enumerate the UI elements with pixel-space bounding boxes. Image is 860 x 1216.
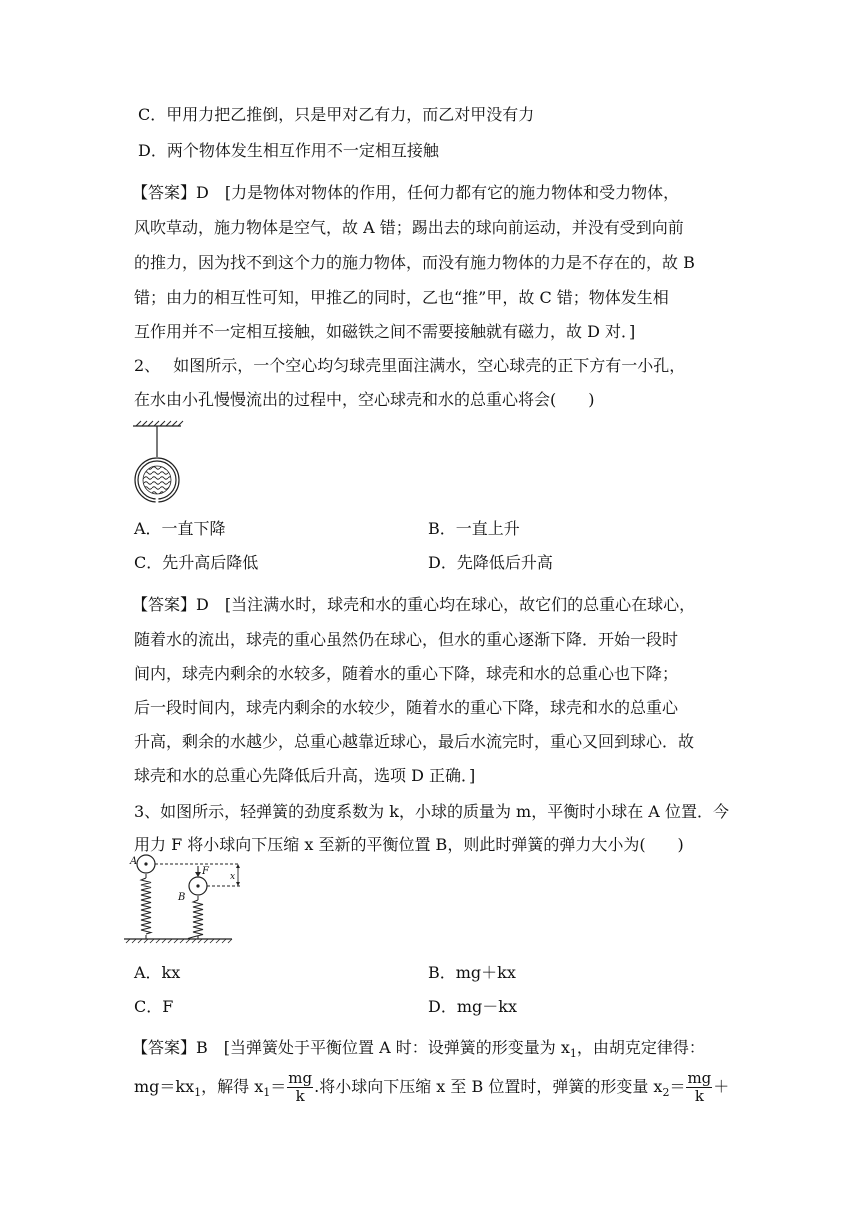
fraction-mg-over-k-2: $\frac{mg}{k}$ [687, 1069, 712, 1105]
q3-answer-line-1: 【答案】B [当弹簧处于平衡位置 A 时：设弹簧的形变量为 $x_1$，由胡克定律得： [132, 1038, 705, 1061]
q3-stem-line-1: 3、如图所示，轻弹簧的劲度系数为 k，小球的质量为 m，平衡时小球在 A 位置．今 [134, 802, 729, 821]
q3-option-d: D．mg－kx [428, 997, 517, 1016]
q1-option-d: D．两个物体发生相互作用不一定相互接触 [138, 141, 439, 160]
q2-stem-line-1: 2、 如图所示，一个空心均匀球壳里面注满水，空心球壳的正下方有一小孔， [134, 356, 686, 375]
q2-answer-line-2: 随着水的流出，球壳的重心虽然仍在球心，但水的重心逐渐下降．开始一段时 [134, 630, 679, 649]
q2-option-d: D．先降低后升高 [428, 553, 553, 572]
q3-answer-line-2: $mg=kx_1$，解得 $x_1=$ $\frac{mg}{k}$ .将小球向下压缩 x 至 B 位置时，弹簧的形变量 $x_2=$ $\frac{mg}{k}$ ＋ [134, 1069, 730, 1105]
q2-answer-line-1: 【答案】D [当注满水时，球壳和水的重心均在球心，故它们的总重心在球心， [132, 595, 696, 614]
q3-option-a: A．kx [134, 963, 181, 982]
q1-option-c: C．甲用力把乙推倒，只是甲对乙有力，而乙对甲没有力 [138, 105, 535, 124]
q3-label-a: A [130, 856, 138, 867]
q2-answer-line-4: 后一段时间内，球壳内剩余的水较少，随着水的重心下降，球壳和水的总重心 [134, 698, 679, 717]
q2-answer-line-6: 球壳和水的总重心先降低后升高，选项 D 正确．] [134, 766, 476, 785]
q2-option-a: A．一直下降 [134, 519, 226, 538]
q2-stem-line-2: 在水由小孔慢慢流出的过程中，空心球壳和水的总重心将会( ) [134, 390, 595, 409]
q1-answer-line-1: 【答案】D [力是物体对物体的作用，任何力都有它的施力物体和受力物体， [132, 183, 680, 202]
q1-answer-line-2: 风吹草动，施力物体是空气，故 A 错；踢出去的球向前运动，并没有受到向前 [134, 218, 684, 237]
q1-answer-line-3: 的推力，因为找不到这个力的施力物体，而没有施力物体的力是不存在的，故 B [134, 253, 695, 272]
q2-answer-line-5: 升高，剩余的水越少，总重心越靠近球心，最后水流完时，重心又回到球心．故 [134, 732, 695, 751]
q1-answer-line-5: 互作用并不一定相互接触，如磁铁之间不需要接触就有磁力，故 D 对．] [134, 322, 636, 341]
q2-hanging-shell-figure [128, 420, 188, 508]
q3-label-x: x [230, 872, 236, 882]
q3-stem-line-2: 用力 F 将小球向下压缩 x 至新的平衡位置 B，则此时弹簧的弹力大小为( ) [134, 835, 684, 854]
fraction-mg-over-k: $\frac{mg}{k}$ [288, 1069, 313, 1105]
q2-option-c: C．先升高后降低 [134, 553, 259, 572]
q3-label-b: B [178, 892, 186, 903]
q2-answer-line-3: 间内，球壳内剩余的水较多，随着水的重心下降，球壳和水的总重心也下降； [134, 664, 679, 683]
q3-spring-ball-figure [122, 852, 234, 944]
q1-answer-line-4: 错；由力的相互性可知，甲推乙的同时，乙也“推”甲，故 C 错；物体发生相 [134, 288, 669, 307]
q3-label-f: F [202, 866, 209, 877]
q3-option-c: C．F [134, 997, 174, 1016]
q2-option-b: B．一直上升 [428, 519, 520, 538]
q3-option-b: B．mg＋kx [428, 963, 516, 982]
